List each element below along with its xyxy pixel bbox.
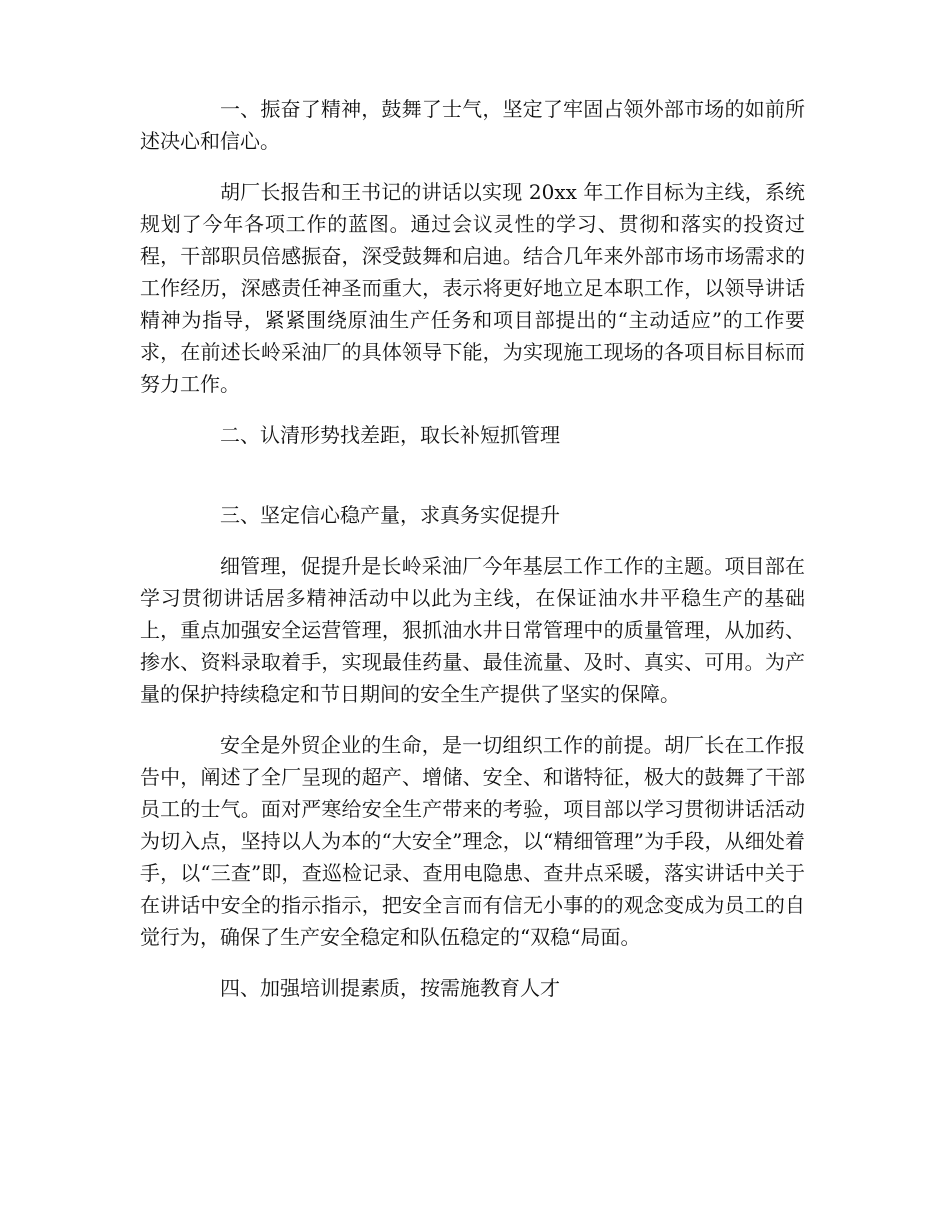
paragraph-1: 一、振奋了精神，鼓舞了士气，坚定了牢固占领外部市场的如前所述决心和信心。	[140, 97, 805, 153]
section-heading-2: 二、认清形势找差距，取长补短抓管理	[220, 423, 560, 447]
paragraph-2: 胡厂长报告和王书记的讲话以实现 20xx 年工作目标为主线，系统规划了今年各项工作的蓝图。通过会议灵性的学习、贯彻和落实的投资过程，干部职员倍感振奋，深受鼓舞和启迪。结合几年来外部市场市场需求的工作经历，深感责任神圣而重大，表示将更好地立足本职工作，以领导讲话精神为指导，紧紧围绕原油生产任务和项目部提出的“主动适应”的工作要求，在前述长岭采油厂的具体领导下能，为实现施工现场的各项目标目标而努力工作。	[140, 180, 805, 396]
paragraph-4: 安全是外贸企业的生命，是一切组织工作的前提。胡厂长在工作报告中，阐述了全厂呈现的超产、增储、安全、和谐特征，极大的鼓舞了干部员工的士气。面对严寒给安全生产带来的考验，项目部以学习贯彻讲话活动为切入点，坚持以人为本的“大安全”理念，以“精细管理”为手段，从细处着手，以“三查”即，查巡检记录、查用电隐患、查井点采暖，落实讲话中关于在讲话中安全的指示指示，把安全言而有信无小事的的观念变成为员工的自觉行为，确保了生产安全稳定和队伍稳定的“双稳“局面。	[140, 733, 805, 949]
section-heading-3: 三、坚定信心稳产量，求真务实促提升	[220, 503, 560, 527]
blank-gap	[140, 470, 805, 499]
paragraph-3: 细管理，促提升是长岭采油厂今年基层工作工作的主题。项目部在学习贯彻讲话居多精神活动中以此为主线，在保证油水井平稳生产的基础上，重点加强安全运营管理，狠抓油水井日常管理中的质量管理，从加药、掺水、资料录取着手，实现最佳药量、最佳流量、及时、真实、可用。为产量的保护持续稳定和节日期间的安全生产提供了坚实的保障。	[140, 554, 805, 706]
section-heading-4: 四、加强培训提素质，按需施教育人才	[220, 976, 560, 1000]
document-body	[140, 93, 805, 1023]
